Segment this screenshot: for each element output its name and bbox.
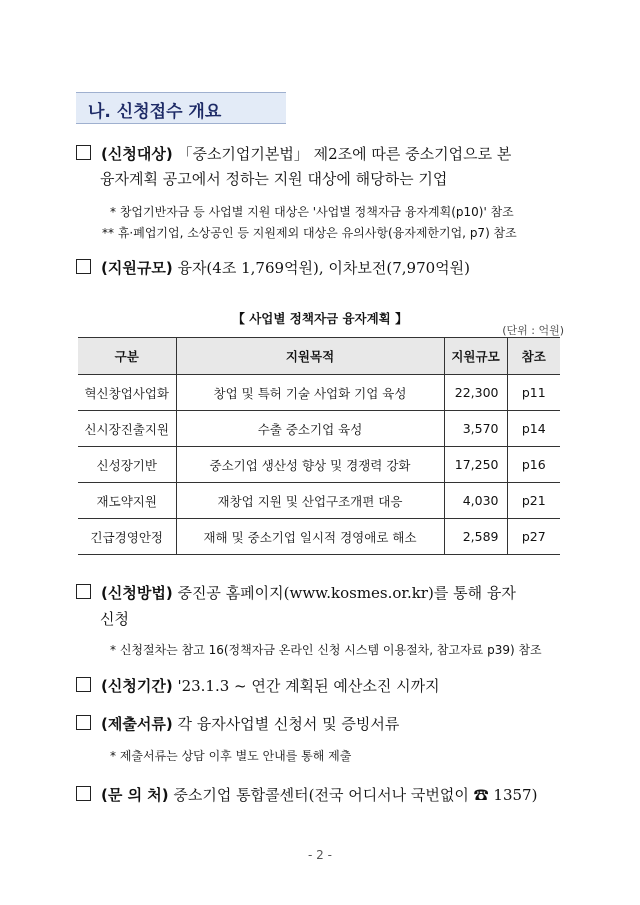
checkbox-icon: [76, 259, 91, 274]
table-cell: p14: [507, 411, 560, 447]
table-cell: 신성장기반: [78, 447, 176, 483]
item-key: (지원규모): [101, 259, 173, 277]
table-row: [78, 519, 560, 555]
table-row: [78, 411, 560, 447]
table-cell: 3,570: [444, 411, 507, 447]
table-header-row: [78, 338, 560, 375]
item-continuation: 융자계획 공고에서 정하는 지원 대상에 해당하는 기업: [100, 170, 448, 188]
item-text: 「중소기업기본법」 제2조에 따른 중소기업으로 본: [177, 145, 512, 163]
table-cell: 재도약지원: [78, 483, 176, 519]
item-key: (문 의 처): [101, 786, 169, 804]
table-cell: 신시장진출지원: [78, 411, 176, 447]
item-continuation: 신청: [100, 610, 129, 628]
item-key: (신청방법): [101, 584, 173, 602]
table-cell: 수출 중소기업 육성: [176, 411, 444, 447]
table-cell: 4,030: [444, 483, 507, 519]
note: * 창업기반자금 등 사업별 지원 대상은 '사업별 정책자금 융자계획(p10)' 참조: [110, 205, 514, 219]
table-cell: 재창업 지원 및 산업구조개편 대응: [176, 483, 444, 519]
table-caption: 【 사업별 정책자금 융자계획 】: [232, 311, 408, 326]
note: * 신청절차는 참고 16(정책자금 온라인 신청 시스템 이용절차, 참고자료 p39) 참조: [110, 643, 542, 657]
section-title: 나. 신청접수 개요: [88, 102, 222, 122]
item-key: (제출서류): [101, 715, 173, 733]
note: ** 휴·폐업기업, 소상공인 등 지원제외 대상은 유의사항(융자제한기업, p7) 참조: [102, 226, 517, 240]
table-cell: 22,300: [444, 375, 507, 411]
table-cell: 창업 및 특허 기술 사업화 기업 육성: [176, 375, 444, 411]
table-cell: 중소기업 생산성 향상 및 경쟁력 강화: [176, 447, 444, 483]
table-cell: 2,589: [444, 519, 507, 555]
table-cell: p27: [507, 519, 560, 555]
table-row: [78, 375, 560, 411]
item-method: [76, 579, 516, 607]
checkbox-icon: [76, 145, 91, 160]
table-cell: 재해 및 중소기업 일시적 경영애로 해소: [176, 519, 444, 555]
item-key: (신청기간): [101, 677, 173, 695]
table-cell: 혁신창업사업화: [78, 375, 176, 411]
item-contact: [76, 781, 537, 809]
item-target: [76, 140, 511, 168]
checkbox-icon: [76, 584, 91, 599]
item-text: '23.1.3 ~ 연간 계획된 예산소진 시까지: [177, 677, 440, 695]
table-row: [78, 483, 560, 519]
page-number: - 2 -: [308, 848, 332, 862]
column-header: 참조: [507, 338, 560, 375]
checkbox-icon: [76, 715, 91, 730]
item-period: [76, 672, 440, 700]
item-scale: [76, 254, 470, 282]
table-cell: p21: [507, 483, 560, 519]
item-text: 각 융자사업별 신청서 및 증빙서류: [177, 715, 400, 733]
loan-plan-table: [78, 337, 560, 555]
checkbox-icon: [76, 786, 91, 801]
table-row: [78, 447, 560, 483]
item-text: 중진공 홈페이지(www.kosmes.or.kr)를 통해 융자: [177, 584, 516, 602]
column-header: 구분: [78, 338, 176, 375]
table-unit: (단위 : 억원): [502, 324, 564, 337]
item-text: 융자(4조 1,769억원), 이차보전(7,970억원): [177, 259, 470, 277]
column-header: 지원규모: [444, 338, 507, 375]
item-text: 중소기업 통합콜센터(전국 어디서나 국번없이 ☎ 1357): [173, 786, 538, 804]
section-heading: [76, 92, 286, 124]
table-cell: p11: [507, 375, 560, 411]
note: * 제출서류는 상담 이후 별도 안내를 통해 제출: [110, 749, 352, 763]
table-cell: p16: [507, 447, 560, 483]
column-header: 지원목적: [176, 338, 444, 375]
checkbox-icon: [76, 677, 91, 692]
table-cell: 17,250: [444, 447, 507, 483]
table-cell: 긴급경영안정: [78, 519, 176, 555]
item-key: (신청대상): [101, 145, 173, 163]
item-documents: [76, 710, 399, 738]
